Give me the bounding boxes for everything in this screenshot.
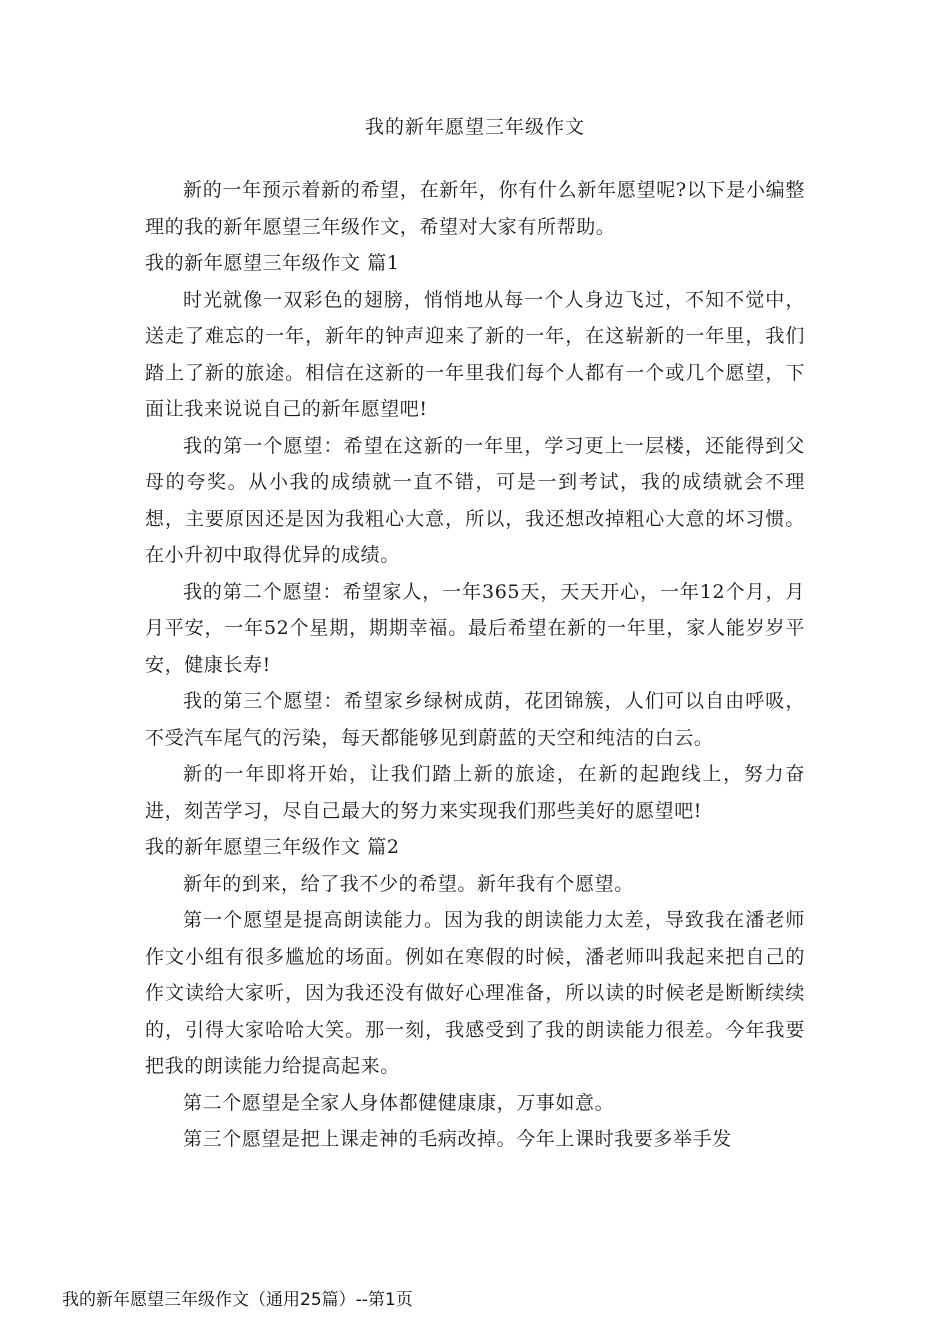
paragraph: 我的第一个愿望：希望在这新的一年里，学习更上一层楼，还能得到父母的夸奖。从小我的成绩就一直不错，可是一到考试，我的成绩就会不理想，主要原因还是因为我粗心大意，所以，我还想改掉粗心大意的坏习惯。在小升初中取得优异的成绩。 <box>145 434 805 566</box>
paragraph: 第二个愿望是全家人身体都健健康康，万事如意。 <box>183 1091 615 1114</box>
paragraph: 我的第三个愿望：希望家乡绿树成荫，花团锦簇，人们可以自由呼吸，不受汽车尾气的污染，每天都能够见到蔚蓝的天空和纯洁的白云。 <box>145 690 805 749</box>
page-footer: 我的新年愿望三年级作文（通用25篇）--第1页 <box>62 1290 413 1310</box>
paragraph: 我的第二个愿望：希望家人，一年365天，天天开心，一年12个月，月月平安，一年52个星期，期期幸福。最后希望在新的一年里，家人能岁岁平安，健康长寿! <box>145 580 805 676</box>
intro-paragraph: 新的一年预示着新的希望，在新年，你有什么新年愿望呢?以下是小编整理的我的新年愿望三年级作文，希望对大家有所帮助。 <box>145 179 805 238</box>
document-title: 我的新年愿望三年级作文 <box>364 116 585 138</box>
paragraph: 第三个愿望是把上课走神的毛病改掉。今年上课时我要多举手发 <box>183 1128 732 1150</box>
paragraph: 新年的到来，给了我不少的希望。新年我有个愿望。 <box>183 872 634 895</box>
paragraph: 时光就像一双彩色的翅膀，悄悄地从每一个人身边飞过，不知不觉中，送走了难忘的一年，新年的钟声迎来了新的一年，在这崭新的一年里，我们踏上了新的旅途。相信在这新的一年里我们每个人都有一个或几个愿望，下面让我来说说自己的新年愿望吧! <box>145 288 805 420</box>
paragraph: 新的一年即将开始，让我们踏上新的旅途，在新的起跑线上，努力奋进，刻苦学习，尽自己最大的努力来实现我们那些美好的愿望吧! <box>145 763 805 822</box>
section-heading: 我的新年愿望三年级作文 篇2 <box>145 836 400 858</box>
document-body <box>145 172 805 1158</box>
paragraph: 第一个愿望是提高朗读能力。因为我的朗读能力太差，导致我在潘老师作文小组有很多尴尬的场面。例如在寒假的时候，潘老师叫我起来把自己的作文读给大家听，因为我还没有做好心理准备，所以读的时候老是断断续续的，引得大家哈哈大笑。那一刻，我感受到了我的朗读能力很差。今年我要把我的朗读能力给提高起来。 <box>145 909 805 1077</box>
section-heading: 我的新年愿望三年级作文 篇1 <box>145 252 400 274</box>
